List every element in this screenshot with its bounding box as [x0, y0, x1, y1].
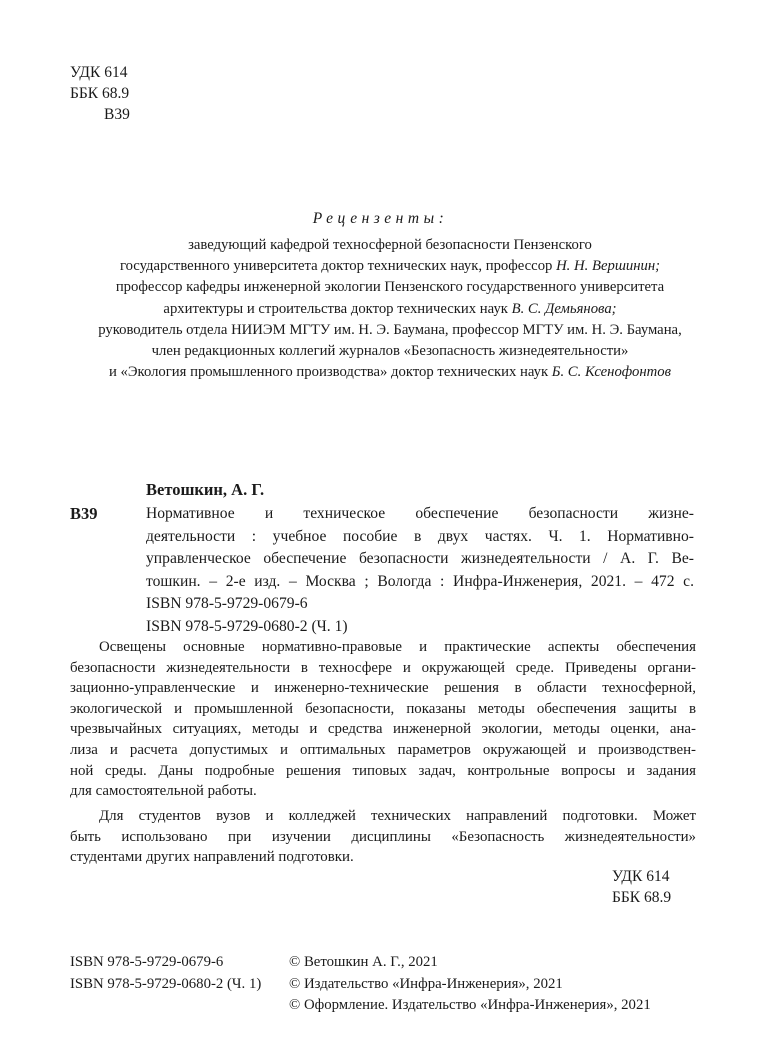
annotation-paragraph-2: Для студентов вузов и колледжей технических направлений подготовки. Может быть использовано при изучении дисциплины «Безопасность жизнедеятельности» студентами других направлений подготовки.	[70, 808, 696, 866]
isbn-line: ISBN 978-5-9729-0680-2 (Ч. 1)	[146, 617, 348, 635]
isbn-list	[146, 593, 348, 638]
footer-isbn	[70, 952, 261, 995]
bibliographic-mark: В39	[70, 504, 98, 523]
reviewer-name: В. С. Демьянова;	[511, 300, 617, 317]
biblio-line: Нормативное и техническое обеспечение безопасности жизне-	[146, 505, 694, 522]
annotation-paragraph-1: Освещены основные нормативно-правовые и практические аспекты обеспечения безопасности жизнедеятельности в техносфере и окружающей среде. Приведены органи- зационно-управленческие и инженерно-технические решения в области техносферной, экологической и промышленной безопасности, показаны методы обеспечения защиты в чрезвычайных ситуациях, методы и средства инженерной экологии, методы оценки, ана- лиза и расчета допустимых и оптимальных параметров окружающей и производствен- ной среды. Даны подробные решения типовых задач, контрольные вопросы и задания для самостоятельной работы.	[70, 639, 696, 800]
copyright-line: © Оформление. Издательство «Инфра-Инженерия», 2021	[289, 997, 651, 1013]
copyright-line: © Ветошкин А. Г., 2021	[289, 954, 438, 970]
reviewers-list	[40, 235, 740, 383]
copyright-list	[289, 952, 651, 1017]
udk-code: УДК 614	[612, 868, 670, 885]
classification-codes-bottom	[612, 866, 671, 908]
author-mark: В39	[104, 106, 130, 123]
reviewer-line: профессор кафедры инженерной экологии Пензенского государственного университета	[115, 279, 665, 296]
reviewers-heading: Рецензенты:	[312, 210, 449, 227]
reviewer-line: заведующий кафедрой техносферной безопасности Пензенского	[188, 237, 592, 253]
biblio-line: управленческое обеспечение безопасности жизнедеятельности / А. Г. Ве-	[146, 550, 694, 568]
bbk-code: ББК 68.9	[70, 85, 130, 102]
classification-codes-top	[70, 62, 130, 125]
bibliographic-description	[146, 503, 694, 593]
reviewer-line: архитектуры и строительства доктор технических наук В. С. Демьянова;	[163, 300, 617, 317]
reviewer-name: Н. Н. Вершинин;	[556, 258, 661, 275]
udk-code: УДК 614	[70, 64, 128, 81]
biblio-line: тошкин. – 2-е изд. – Москва ; Вологда : Инфра-Инженерия, 2021. – 472 с.	[146, 572, 694, 590]
isbn-line: ISBN 978-5-9729-0679-6	[70, 954, 224, 970]
reviewer-line: руководитель отдела НИИЭМ МГТУ им. Н. Э. Баумана, профессор МГТУ им. Н. Э. Баумана,	[98, 321, 682, 338]
author-heading: Ветошкин, А. Г.	[146, 480, 265, 499]
biblio-line: деятельности : учебное пособие в двух частях. Ч. 1. Нормативно-	[146, 527, 694, 545]
copyright-line: © Издательство «Инфра-Инженерия», 2021	[289, 975, 563, 992]
isbn-line: ISBN 978-5-9729-0680-2 (Ч. 1)	[70, 975, 262, 992]
reviewer-line: член редакционных коллегий журналов «Безопасность жизнедеятельности»	[151, 343, 629, 360]
bbk-code: ББК 68.9	[612, 889, 672, 906]
isbn-line: ISBN 978-5-9729-0679-6	[146, 595, 308, 612]
reviewer-line: государственного университета доктор технических наук, профессор Н. Н. Вершинин;	[119, 258, 661, 275]
reviewer-line: и «Экология промышленного производства» доктор технических наук Б. С. Ксенофонтов	[108, 364, 671, 381]
reviewer-name: Б. С. Ксенофонтов	[551, 364, 671, 381]
